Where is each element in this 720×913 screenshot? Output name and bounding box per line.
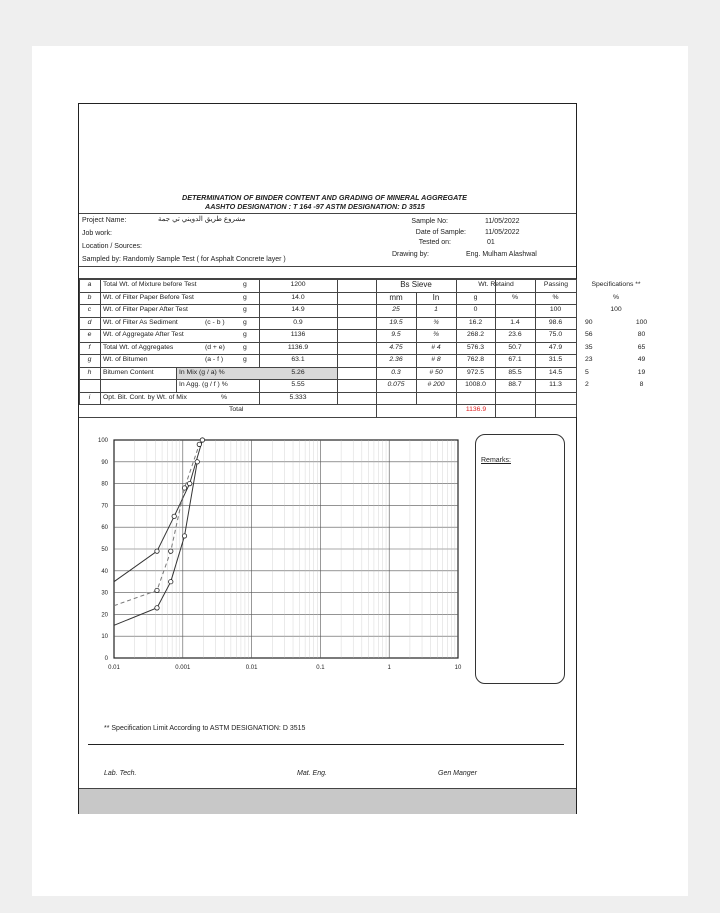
row-formula: (c - b )	[205, 318, 225, 326]
lab-tech-signature: Lab. Tech.	[104, 770, 137, 777]
y-tick-label: 100	[97, 438, 108, 444]
y-tick-label: 30	[101, 590, 108, 597]
spec-high: 19	[637, 368, 646, 376]
header-retained: Wt. Retaind	[478, 281, 514, 288]
spec-high: 80	[637, 331, 646, 338]
x-tick-label: 0.01	[245, 665, 258, 671]
spec-low: 35	[585, 343, 593, 351]
job-label: Job work:	[82, 230, 112, 237]
passing-value: 11.3	[549, 381, 562, 388]
row-value: 0.9	[293, 318, 303, 326]
sieve-mm: 2.36	[389, 356, 403, 363]
bitumen-label: Bitumen Content	[103, 368, 154, 376]
drawing-label: Drawing by:	[392, 251, 429, 258]
row-letter: h	[87, 368, 92, 376]
chart-data-point	[155, 588, 159, 592]
remarks-label: Remarks:	[481, 457, 511, 464]
x-tick-label: 0.01	[108, 665, 120, 671]
row-label: Wt. of Filter As Sediment	[103, 318, 178, 326]
bitumen-agg-value: 5.55	[291, 381, 305, 388]
total-value: 1136.9	[465, 406, 487, 413]
spec-high: 49	[637, 356, 646, 363]
row-letter: d	[87, 318, 92, 326]
retained-g: 0	[473, 306, 478, 313]
table-col-rule	[337, 279, 338, 404]
retained-pct: 85.5	[508, 368, 522, 376]
header-spec: Specifications **	[591, 281, 641, 288]
row-unit: g	[243, 293, 247, 301]
header-g: g	[473, 293, 478, 301]
spec-note: ** Specification Limit According to ASTM DESIGNATION: D 3515	[104, 725, 306, 732]
sieve-mm: 19.5	[389, 318, 403, 326]
row-value: 14.0	[291, 293, 305, 301]
sample-no-label: Sample No:	[411, 218, 448, 225]
table-col-rule	[100, 279, 101, 404]
report-title: DETERMINATION OF BINDER CONTENT AND GRADING OF MINERAL AGGREGATE	[182, 193, 467, 202]
sieve-mm: 25	[392, 306, 400, 313]
row-label: Wt. of Aggregate After Test	[103, 331, 184, 338]
bitumen-agg-label: In Agg. (g / f ) %	[179, 381, 228, 388]
sieve-in: ⅜	[433, 331, 439, 338]
sieve-in: # 50	[429, 368, 443, 376]
retained-pct: 67.1	[508, 356, 522, 363]
spec-low: 2	[585, 381, 589, 388]
row-unit: g	[243, 281, 247, 288]
row-formula: (a - f )	[205, 356, 224, 363]
passing-value: 47.9	[548, 343, 563, 351]
row-label: Total Wt. of Aggregates	[103, 343, 174, 351]
header-spec-pct: %	[612, 293, 620, 301]
header-mm: mm	[389, 292, 403, 302]
row-formula: (d + e)	[205, 343, 225, 351]
header-in: In	[432, 292, 440, 302]
remarks-box	[475, 434, 565, 684]
drawing-value: Eng. Mulham Alashwal	[466, 251, 537, 258]
y-tick-label: 0	[104, 656, 108, 662]
project-label: Project Name:	[82, 217, 127, 224]
opt-label: Opt. Bit. Cont. by Wt. of Mix	[103, 393, 187, 401]
y-tick-label: 70	[101, 503, 108, 510]
row-letter: i	[88, 393, 91, 401]
header-passing: Passing	[543, 281, 569, 288]
sampled-label: Sampled by: Randomly Sample Test ( for Asphalt Concrete layer )	[82, 256, 286, 263]
spec-low: 23	[585, 356, 593, 363]
chart-data-point	[155, 606, 159, 610]
sieve-in: # 8	[431, 356, 441, 363]
retained-g: 972.5	[466, 368, 484, 376]
row-unit: g	[243, 356, 247, 363]
sieve-in: # 4	[431, 343, 441, 351]
y-tick-label: 20	[101, 612, 108, 619]
retained-g: 1008.0	[465, 381, 486, 388]
row-value: 63.1	[291, 356, 305, 363]
mat-eng-signature: Mat. Eng.	[297, 770, 327, 777]
row-letter: g	[87, 356, 92, 363]
passing-value: 31.5	[548, 356, 563, 363]
gen-manager-signature: Gen Manger	[438, 770, 477, 777]
row-value: 1136.9	[287, 343, 309, 351]
spec-high: 8	[639, 381, 644, 388]
project-value: مشروع طريق الدويني تي جمة	[158, 216, 246, 223]
opt-value: 5.333	[289, 393, 307, 401]
spec-low: 5	[585, 368, 589, 376]
chart-data-point	[182, 534, 186, 538]
x-tick-label: 1	[387, 665, 391, 671]
date-label: Date of Sample:	[415, 229, 466, 236]
row-letter: c	[87, 306, 92, 313]
retained-g: 576.3	[466, 343, 484, 351]
spec-high: 65	[637, 343, 646, 351]
row-letter: a	[87, 281, 92, 288]
chart-data-point	[169, 580, 173, 584]
y-tick-label: 10	[101, 634, 108, 641]
y-tick-label: 60	[101, 525, 108, 532]
chart-data-point	[187, 481, 191, 485]
y-tick-label: 90	[101, 459, 108, 466]
sieve-mm: 4.75	[389, 343, 403, 351]
date-value: 11/05/2022	[485, 229, 520, 236]
opt-unit: %	[221, 393, 228, 401]
y-tick-label: 40	[101, 568, 108, 575]
row-label: Wt. of Bitumen	[103, 356, 148, 363]
sieve-in: ¾	[433, 318, 439, 326]
row-unit: g	[243, 343, 247, 351]
retained-pct: 50.7	[508, 343, 522, 351]
results-table	[79, 279, 648, 419]
retained-pct: 1.4	[510, 318, 520, 326]
bitumen-mix-label: In Mix (g / a) %	[179, 368, 225, 376]
row-unit: g	[243, 318, 247, 326]
table-rule	[79, 417, 576, 418]
row-letter: f	[88, 343, 91, 351]
row-label: Total Wt. of Mixture before Test	[103, 281, 197, 288]
row-label: Wt. of Filter Paper Before Test	[103, 293, 194, 301]
chart-data-point	[172, 514, 176, 518]
x-tick-label: 10	[454, 665, 462, 671]
passing-value: 98.6	[548, 318, 563, 326]
retained-pct: 23.6	[508, 331, 522, 338]
sieve-mm: 9.5	[391, 331, 401, 338]
y-tick-label: 80	[101, 481, 108, 488]
passing-value: 14.5	[548, 368, 563, 376]
row-value: 14.9	[291, 306, 305, 313]
sieve-in: 1	[434, 306, 438, 313]
row-unit: g	[243, 306, 247, 313]
chart-data-point	[182, 486, 186, 490]
spec-low: 56	[585, 331, 593, 338]
chart-data-point	[169, 549, 173, 553]
x-tick-label: 0.001	[175, 665, 191, 671]
header-bs-sieve: Bs Sieve	[400, 280, 432, 289]
sample-no-value: 11/05/2022	[485, 218, 520, 225]
row-letter: e	[87, 331, 92, 338]
x-tick-label: 0.1	[316, 665, 325, 671]
y-tick-label: 50	[101, 547, 108, 553]
row-value: 1200	[290, 281, 306, 288]
passing-value: 75.0	[548, 331, 563, 338]
passing-value: 100	[549, 306, 562, 313]
spec-high: 100	[635, 318, 648, 326]
chart-data-point	[200, 438, 204, 442]
retained-g: 16.2	[468, 318, 483, 326]
table-rule	[79, 404, 576, 405]
location-label: Location / Sources:	[82, 243, 142, 250]
footer-band	[79, 788, 576, 814]
row-value: 1136	[290, 331, 306, 338]
gradation-chart	[90, 432, 466, 680]
spec-low: 90	[585, 318, 593, 326]
sieve-in: # 200	[427, 381, 445, 388]
tested-label: Tested on:	[418, 239, 451, 246]
tested-value: 01	[487, 239, 495, 246]
chart-data-point	[155, 549, 159, 553]
header-pct: %	[511, 293, 519, 301]
retained-g: 762.8	[466, 356, 484, 363]
sieve-mm: 0.3	[391, 368, 401, 376]
chart-data-point	[197, 442, 201, 446]
spec-top: 100	[610, 306, 622, 313]
total-label: Total	[229, 406, 244, 413]
retained-pct: 88.7	[508, 381, 522, 388]
retained-g: 268.2	[466, 331, 484, 338]
sieve-mm: 0.075	[387, 381, 405, 388]
row-letter: b	[87, 293, 92, 301]
chart-data-point	[195, 460, 199, 464]
bitumen-mix-value: 5.26	[291, 368, 305, 376]
header-passing-pct: %	[552, 293, 559, 301]
row-label: Wt. of Filter Paper After Test	[103, 306, 188, 313]
row-unit: g	[243, 331, 247, 338]
report-designation: AASHTO DESIGNATION : T 164 -97 ASTM DESIGNATION: D 3515	[205, 202, 425, 211]
